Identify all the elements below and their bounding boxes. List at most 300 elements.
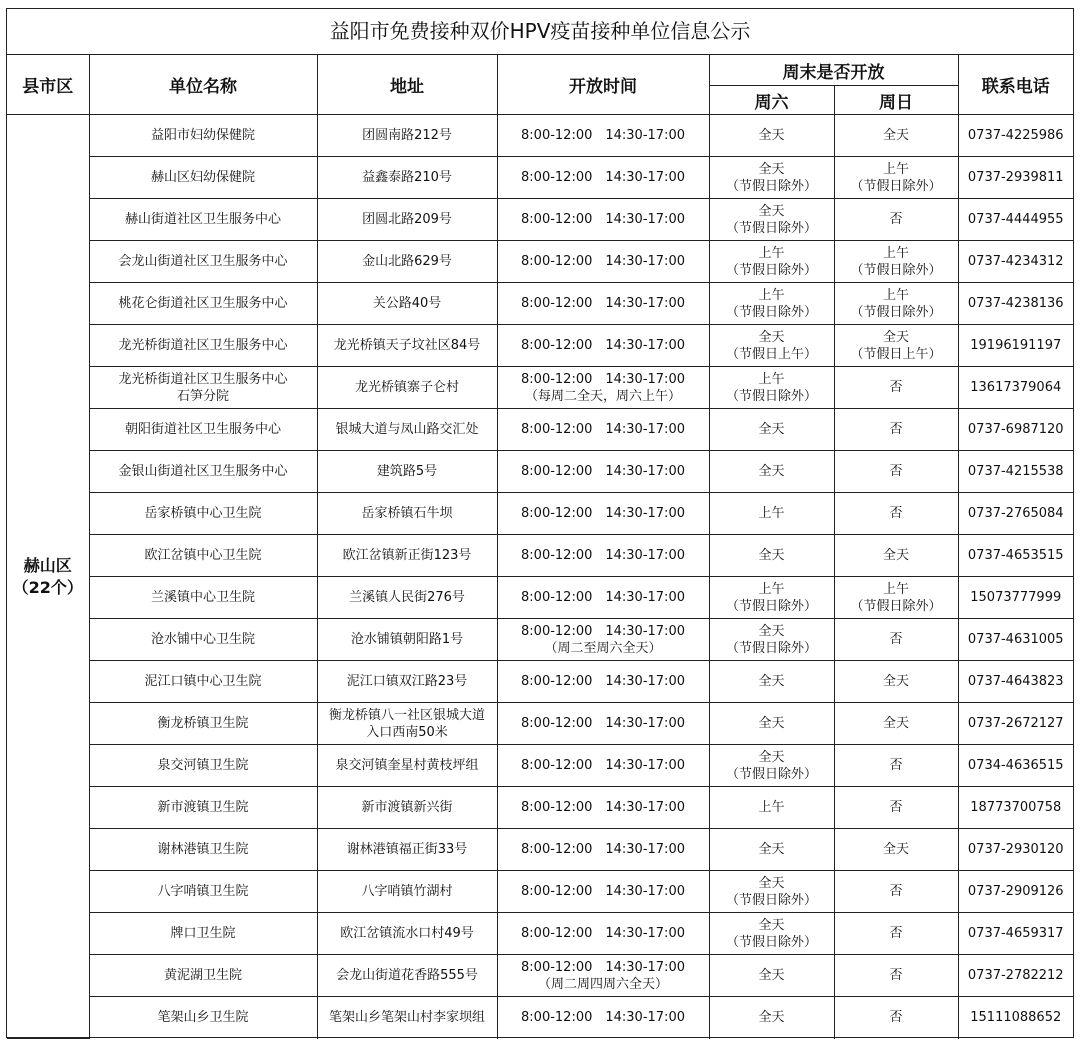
sunday-cell <box>834 997 958 1039</box>
opening-hours-cell <box>497 325 709 367</box>
phone-cell: 0737-4215538 <box>958 451 1073 493</box>
saturday-line: （节假日除外） <box>725 766 817 782</box>
unit-name-line: 黄泥湖卫生院 <box>163 968 242 983</box>
opening-hours-cell <box>497 199 709 241</box>
sunday-cell <box>834 745 958 787</box>
address-line: 关公路40号 <box>372 296 442 311</box>
sunday-cell <box>834 703 958 745</box>
address-cell <box>317 535 497 577</box>
address-cell <box>317 115 497 157</box>
header-opening-hours: 开放时间 <box>497 55 709 115</box>
saturday-line: 全天 <box>758 203 785 219</box>
unit-name-line: 泉交河镇卫生院 <box>157 758 249 773</box>
saturday-line: 全天 <box>758 464 785 479</box>
table-row <box>7 955 1073 997</box>
sunday-cell <box>834 871 958 913</box>
opening-hours-line: 8:00-12:00 14:30-17:00 <box>521 128 685 143</box>
district-cell <box>7 115 89 1039</box>
address-cell <box>317 913 497 955</box>
saturday-cell <box>709 661 834 703</box>
saturday-line: 全天 <box>758 674 785 689</box>
saturday-line: 全天 <box>758 548 785 563</box>
address-cell <box>317 787 497 829</box>
unit-name-line: 沧水铺中心卫生院 <box>150 632 255 647</box>
address-cell <box>317 661 497 703</box>
unit-name-line: 朝阳街道社区卫生服务中心 <box>124 422 281 437</box>
table-body <box>7 115 1073 1039</box>
opening-hours-cell <box>497 577 709 619</box>
header-unit-name: 单位名称 <box>89 55 317 115</box>
phone-cell: 0737-4225986 <box>958 115 1073 157</box>
table-row <box>7 997 1073 1039</box>
saturday-line: （节假日除外） <box>725 598 817 614</box>
phone-cell: 0737-4631005 <box>958 619 1073 661</box>
address-line: 岳家桥镇石牛坝 <box>361 506 453 521</box>
opening-hours-line: 8:00-12:00 14:30-17:00 <box>521 371 685 387</box>
sunday-line: 全天 <box>882 842 909 857</box>
opening-hours-line: （每周二全天，周六上午） <box>524 388 681 404</box>
table-row <box>7 535 1073 577</box>
unit-name-cell <box>89 661 317 703</box>
sunday-line: 否 <box>889 968 903 983</box>
district-name: 赫山区 <box>23 555 72 575</box>
saturday-cell <box>709 829 834 871</box>
saturday-line: 上午 <box>758 245 785 261</box>
opening-hours-cell <box>497 367 709 409</box>
address-cell <box>317 619 497 661</box>
sunday-line: （节假日除外） <box>850 262 942 278</box>
opening-hours-cell <box>497 115 709 157</box>
opening-hours-cell <box>497 619 709 661</box>
opening-hours-cell <box>497 409 709 451</box>
saturday-cell <box>709 955 834 997</box>
table-row <box>7 199 1073 241</box>
saturday-line: （节假日除外） <box>725 178 817 194</box>
table-row <box>7 241 1073 283</box>
unit-name-line: 泥江口镇中心卫生院 <box>144 674 262 689</box>
saturday-line: 全天 <box>758 968 785 983</box>
sunday-line: 否 <box>889 1010 903 1026</box>
saturday-cell <box>709 997 834 1039</box>
address-cell <box>317 451 497 493</box>
sunday-line: （节假日除外） <box>850 598 942 614</box>
sunday-cell <box>834 577 958 619</box>
opening-hours-cell <box>497 535 709 577</box>
phone-cell: 0737-4238136 <box>958 283 1073 325</box>
opening-hours-cell <box>497 241 709 283</box>
opening-hours-line: 8:00-12:00 14:30-17:00 <box>521 464 685 479</box>
phone-cell: 18773700758 <box>958 787 1073 829</box>
opening-hours-cell <box>497 955 709 997</box>
saturday-line: （节假日除外） <box>725 220 817 236</box>
opening-hours-cell <box>497 745 709 787</box>
phone-cell: 0737-4234312 <box>958 241 1073 283</box>
saturday-cell <box>709 787 834 829</box>
sunday-cell <box>834 661 958 703</box>
saturday-line: （节假日除外） <box>725 892 817 908</box>
opening-hours-cell <box>497 829 709 871</box>
phone-cell: 13617379064 <box>958 367 1073 409</box>
table-row <box>7 829 1073 871</box>
address-line: 笔架山乡笔架山村李家坝组 <box>328 1010 485 1026</box>
address-line: 会龙山街道花香路555号 <box>336 968 478 983</box>
saturday-line: 全天 <box>758 128 785 143</box>
unit-name-line: 衡龙桥镇卫生院 <box>157 716 249 731</box>
address-line: 泉交河镇奎星村黄枝坪组 <box>335 758 479 773</box>
unit-name-line: 金银山街道社区卫生服务中心 <box>118 464 288 479</box>
saturday-line: （节假日除外） <box>725 640 817 656</box>
address-cell <box>317 703 497 745</box>
header-address: 地址 <box>317 55 497 115</box>
sunday-cell <box>834 829 958 871</box>
phone-cell: 0737-2672127 <box>958 703 1073 745</box>
opening-hours-line: （周二周四周六全天） <box>537 976 668 992</box>
opening-hours-line: 8:00-12:00 14:30-17:00 <box>521 212 685 227</box>
sunday-cell <box>834 199 958 241</box>
opening-hours-line: 8:00-12:00 14:30-17:00 <box>521 548 685 563</box>
unit-name-cell <box>89 241 317 283</box>
table-row <box>7 871 1073 913</box>
address-cell <box>317 367 497 409</box>
opening-hours-cell <box>497 787 709 829</box>
table-row <box>7 661 1073 703</box>
phone-cell: 0737-2765084 <box>958 493 1073 535</box>
opening-hours-line: 8:00-12:00 14:30-17:00 <box>521 716 685 731</box>
opening-hours-cell <box>497 157 709 199</box>
saturday-cell <box>709 913 834 955</box>
address-cell <box>317 241 497 283</box>
header-sunday: 周日 <box>834 86 958 115</box>
address-cell <box>317 199 497 241</box>
unit-name-cell <box>89 913 317 955</box>
opening-hours-line: 8:00-12:00 14:30-17:00 <box>521 674 685 689</box>
address-cell <box>317 577 497 619</box>
address-line: 泥江口镇双江路23号 <box>346 674 468 689</box>
saturday-cell <box>709 703 834 745</box>
address-line: 龙光桥镇寨子仑村 <box>354 380 459 395</box>
table-row <box>7 619 1073 661</box>
saturday-line: 全天 <box>758 716 785 731</box>
address-cell <box>317 829 497 871</box>
sunday-cell <box>834 409 958 451</box>
table-row <box>7 451 1073 493</box>
sunday-line: 上午 <box>882 245 909 261</box>
opening-hours-line: 8:00-12:00 14:30-17:00 <box>521 1010 685 1026</box>
table-row <box>7 787 1073 829</box>
saturday-cell <box>709 325 834 367</box>
unit-name-cell <box>89 745 317 787</box>
address-cell <box>317 493 497 535</box>
table-row <box>7 493 1073 535</box>
opening-hours-line: 8:00-12:00 14:30-17:00 <box>521 422 685 437</box>
saturday-line: 全天 <box>758 749 785 765</box>
table-row <box>7 325 1073 367</box>
table-row <box>7 367 1073 409</box>
sunday-line: 否 <box>889 758 903 773</box>
sunday-line: 否 <box>889 212 903 227</box>
address-cell <box>317 325 497 367</box>
saturday-cell <box>709 745 834 787</box>
opening-hours-line: 8:00-12:00 14:30-17:00 <box>521 590 685 605</box>
sunday-line: 上午 <box>882 287 909 303</box>
opening-hours-line: 8:00-12:00 14:30-17:00 <box>521 758 685 773</box>
address-line: 沧水铺镇朝阳路1号 <box>350 632 464 647</box>
sunday-line: 否 <box>889 926 903 941</box>
unit-name-cell <box>89 367 317 409</box>
opening-hours-line: 8:00-12:00 14:30-17:00 <box>521 296 685 311</box>
opening-hours-line: 8:00-12:00 14:30-17:00 <box>521 170 685 185</box>
opening-hours-line: （周二至周六全天） <box>544 640 662 656</box>
unit-name-line: 益阳市妇幼保健院 <box>150 128 255 143</box>
unit-name-cell <box>89 535 317 577</box>
saturday-cell <box>709 367 834 409</box>
sunday-cell <box>834 367 958 409</box>
saturday-line: 上午 <box>758 800 785 815</box>
address-line: 金山北路629号 <box>362 254 452 269</box>
sunday-cell <box>834 325 958 367</box>
saturday-line: 上午 <box>758 506 785 521</box>
unit-name-line: 岳家桥镇中心卫生院 <box>144 506 262 521</box>
phone-cell: 0737-2909126 <box>958 871 1073 913</box>
sunday-cell <box>834 451 958 493</box>
unit-name-line: 牌口卫生院 <box>170 926 236 941</box>
header-phone: 联系电话 <box>958 55 1073 115</box>
opening-hours-line: 8:00-12:00 14:30-17:00 <box>521 926 685 941</box>
address-line: 谢林港镇福正街33号 <box>346 842 468 857</box>
saturday-line: 全天 <box>758 917 785 933</box>
phone-cell: 0737-2782212 <box>958 955 1073 997</box>
header-weekend-open: 周末是否开放 <box>709 55 958 86</box>
saturday-line: 上午 <box>758 371 785 387</box>
address-line: 龙光桥镇天子坟社区84号 <box>333 338 481 353</box>
unit-name-line: 笔架山乡卫生院 <box>157 1010 249 1026</box>
address-line: 团圆北路209号 <box>362 212 452 227</box>
sunday-line: 上午 <box>882 581 909 597</box>
header-saturday: 周六 <box>709 86 834 115</box>
opening-hours-line: 8:00-12:00 14:30-17:00 <box>521 254 685 269</box>
table-row <box>7 157 1073 199</box>
unit-name-cell <box>89 871 317 913</box>
address-cell <box>317 955 497 997</box>
saturday-cell <box>709 199 834 241</box>
phone-cell: 15111088652 <box>958 997 1073 1039</box>
opening-hours-cell <box>497 283 709 325</box>
unit-name-line: 龙光桥街道社区卫生服务中心 <box>118 338 288 353</box>
sunday-cell <box>834 115 958 157</box>
address-cell <box>317 745 497 787</box>
district-count: （22个） <box>12 577 83 597</box>
sunday-line: 全天 <box>882 674 909 689</box>
table-row <box>7 115 1073 157</box>
phone-cell: 19196191197 <box>958 325 1073 367</box>
saturday-line: 全天 <box>758 1010 785 1026</box>
table-row <box>7 913 1073 955</box>
saturday-cell <box>709 451 834 493</box>
sunday-line: 否 <box>889 632 903 647</box>
unit-name-line: 龙光桥街道社区卫生服务中心 <box>118 371 288 387</box>
sunday-cell <box>834 493 958 535</box>
unit-name-line: 八字哨镇卫生院 <box>157 884 249 899</box>
saturday-line: 全天 <box>758 623 785 639</box>
address-cell <box>317 997 497 1039</box>
vaccination-units-table <box>7 55 1073 1039</box>
sunday-line: 全天 <box>882 716 909 731</box>
unit-name-line: 谢林港镇卫生院 <box>157 842 249 857</box>
sunday-cell <box>834 955 958 997</box>
unit-name-cell <box>89 409 317 451</box>
address-line: 益鑫泰路210号 <box>362 170 452 185</box>
table-row <box>7 283 1073 325</box>
opening-hours-line: 8:00-12:00 14:30-17:00 <box>521 506 685 521</box>
sunday-line: 否 <box>889 464 903 479</box>
sunday-line: 否 <box>889 884 903 899</box>
unit-name-cell <box>89 703 317 745</box>
phone-cell: 0734-4636515 <box>958 745 1073 787</box>
unit-name-line: 会龙山街道社区卫生服务中心 <box>118 254 288 269</box>
sunday-cell <box>834 157 958 199</box>
phone-cell: 0737-4444955 <box>958 199 1073 241</box>
saturday-cell <box>709 535 834 577</box>
saturday-cell <box>709 577 834 619</box>
unit-name-cell <box>89 493 317 535</box>
saturday-line: 全天 <box>758 161 785 177</box>
saturday-cell <box>709 871 834 913</box>
unit-name-line: 赫山街道社区卫生服务中心 <box>124 212 281 227</box>
phone-cell: 0737-4659317 <box>958 913 1073 955</box>
address-cell <box>317 409 497 451</box>
sunday-line: 上午 <box>882 161 909 177</box>
saturday-cell <box>709 157 834 199</box>
address-cell <box>317 157 497 199</box>
phone-cell: 0737-2939811 <box>958 157 1073 199</box>
unit-name-cell <box>89 283 317 325</box>
unit-name-line: 新市渡镇卫生院 <box>157 800 249 815</box>
saturday-line: 上午 <box>758 287 785 303</box>
notice-sheet <box>6 8 1074 1038</box>
unit-name-cell <box>89 325 317 367</box>
phone-cell: 0737-6987120 <box>958 409 1073 451</box>
opening-hours-line: 8:00-12:00 14:30-17:00 <box>521 959 685 975</box>
unit-name-line: 欧江岔镇中心卫生院 <box>144 548 262 563</box>
opening-hours-line: 8:00-12:00 14:30-17:00 <box>521 338 685 353</box>
saturday-line: （节假日除外） <box>725 262 817 278</box>
sunday-cell <box>834 241 958 283</box>
saturday-cell <box>709 493 834 535</box>
address-line: 欧江岔镇流水口村49号 <box>340 926 474 941</box>
unit-name-cell <box>89 577 317 619</box>
address-line: 团圆南路212号 <box>362 128 452 143</box>
unit-name-cell <box>89 955 317 997</box>
opening-hours-line: 8:00-12:00 14:30-17:00 <box>521 800 685 815</box>
saturday-cell <box>709 409 834 451</box>
opening-hours-line: 8:00-12:00 14:30-17:00 <box>521 842 685 857</box>
unit-name-line: 桃花仑街道社区卫生服务中心 <box>118 296 288 311</box>
sunday-cell <box>834 535 958 577</box>
address-line: 兰溪镇人民街276号 <box>349 590 465 605</box>
sunday-line: （节假日除外） <box>850 304 942 320</box>
saturday-line: 全天 <box>758 842 785 857</box>
sunday-line: 否 <box>889 506 903 521</box>
sunday-line: 否 <box>889 422 903 437</box>
opening-hours-cell <box>497 661 709 703</box>
sunday-cell <box>834 283 958 325</box>
phone-cell: 15073777999 <box>958 577 1073 619</box>
sunday-cell <box>834 787 958 829</box>
opening-hours-cell <box>497 451 709 493</box>
address-line: 建筑路5号 <box>376 464 438 479</box>
address-cell <box>317 871 497 913</box>
sunday-line: （节假日上午） <box>850 346 942 362</box>
table-row <box>7 745 1073 787</box>
saturday-line: 全天 <box>758 875 785 891</box>
sunday-line: （节假日除外） <box>850 178 942 194</box>
saturday-line: 全天 <box>758 329 785 345</box>
address-line: 入口西南50米 <box>366 724 448 740</box>
saturday-cell <box>709 241 834 283</box>
phone-cell: 0737-4643823 <box>958 661 1073 703</box>
unit-name-line: 兰溪镇中心卫生院 <box>150 590 255 605</box>
opening-hours-cell <box>497 703 709 745</box>
saturday-line: （节假日除外） <box>725 934 817 950</box>
table-row <box>7 577 1073 619</box>
sunday-line: 全天 <box>882 128 909 143</box>
saturday-line: （节假日除外） <box>725 304 817 320</box>
unit-name-line: 赫山区妇幼保健院 <box>150 170 255 185</box>
unit-name-cell <box>89 115 317 157</box>
saturday-line: 上午 <box>758 581 785 597</box>
page-title: 益阳市免费接种双价HPV疫苗接种单位信息公示 <box>7 9 1073 55</box>
address-line: 欧江岔镇新正街123号 <box>342 548 472 563</box>
table-row <box>7 409 1073 451</box>
opening-hours-cell <box>497 997 709 1039</box>
sunday-line: 否 <box>889 800 903 815</box>
sunday-cell <box>834 619 958 661</box>
saturday-cell <box>709 619 834 661</box>
unit-name-line: 石笋分院 <box>176 388 229 404</box>
opening-hours-cell <box>497 871 709 913</box>
opening-hours-line: 8:00-12:00 14:30-17:00 <box>521 884 685 899</box>
unit-name-cell <box>89 787 317 829</box>
address-line: 八字哨镇竹湖村 <box>361 884 453 899</box>
saturday-cell <box>709 283 834 325</box>
phone-cell: 0737-4653515 <box>958 535 1073 577</box>
unit-name-cell <box>89 829 317 871</box>
unit-name-cell <box>89 451 317 493</box>
saturday-line: 全天 <box>758 422 785 437</box>
sunday-line: 全天 <box>882 329 909 345</box>
saturday-line: （节假日上午） <box>725 346 817 362</box>
opening-hours-cell <box>497 493 709 535</box>
sunday-line: 全天 <box>882 548 909 563</box>
saturday-cell <box>709 115 834 157</box>
phone-cell: 0737-2930120 <box>958 829 1073 871</box>
header-district: 县市区 <box>7 55 89 115</box>
opening-hours-line: 8:00-12:00 14:30-17:00 <box>521 623 685 639</box>
table-row <box>7 703 1073 745</box>
unit-name-cell <box>89 997 317 1039</box>
unit-name-cell <box>89 619 317 661</box>
address-line: 银城大道与凤山路交汇处 <box>335 422 479 437</box>
unit-name-cell <box>89 199 317 241</box>
unit-name-cell <box>89 157 317 199</box>
sunday-line: 否 <box>889 380 903 395</box>
address-line: 衡龙桥镇八一社区银城大道 <box>328 707 485 723</box>
sunday-cell <box>834 913 958 955</box>
opening-hours-cell <box>497 913 709 955</box>
saturday-line: （节假日除外） <box>725 388 817 404</box>
address-cell <box>317 283 497 325</box>
address-line: 新市渡镇新兴街 <box>361 800 453 815</box>
